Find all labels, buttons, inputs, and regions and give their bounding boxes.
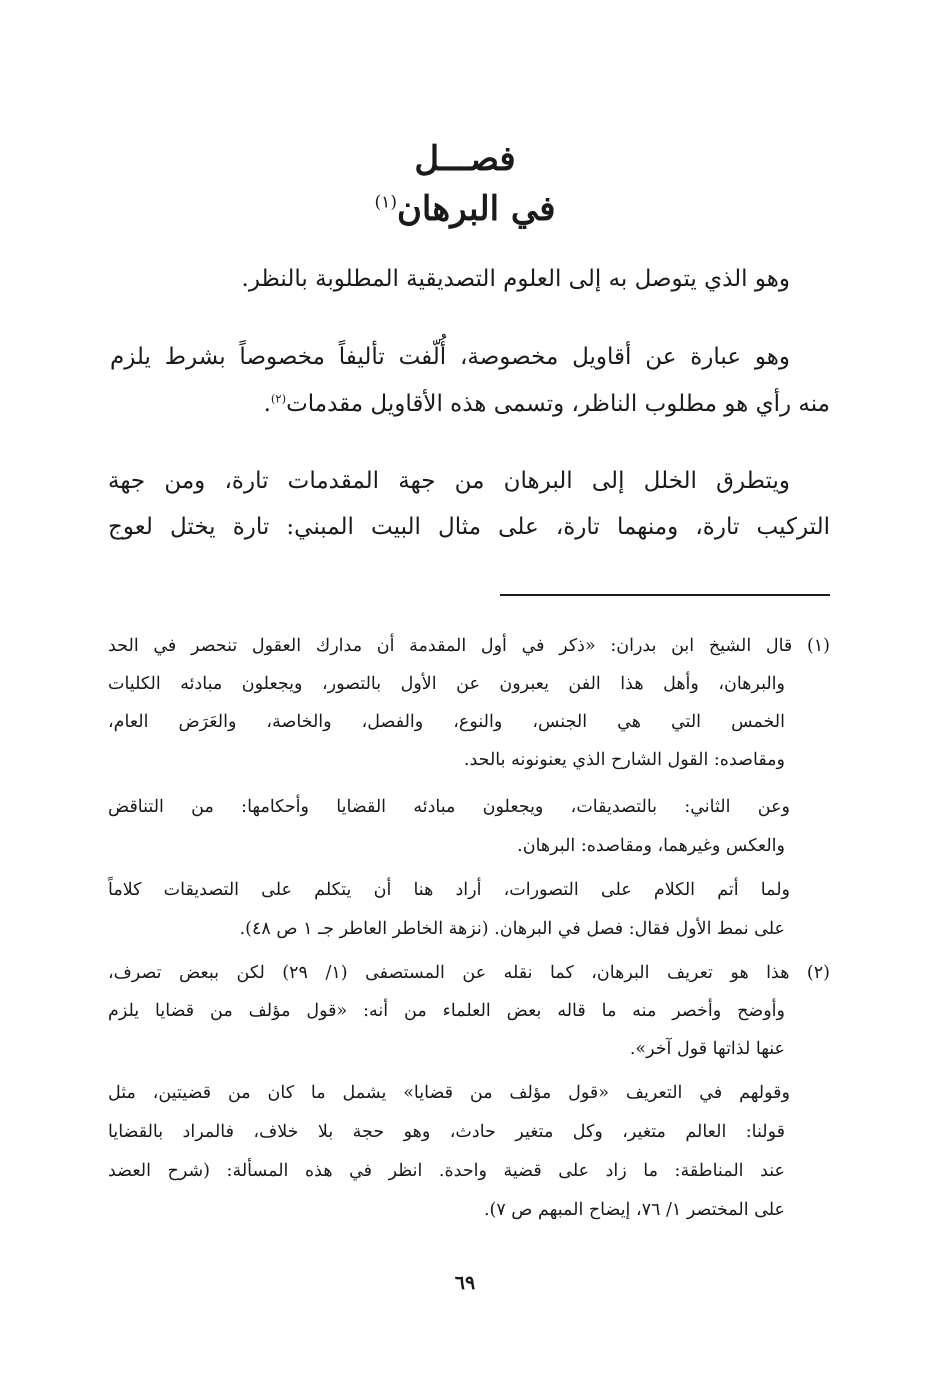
subheading-text: في البرهان bbox=[396, 189, 556, 229]
footnote-ref-1[interactable]: (١) bbox=[374, 192, 397, 213]
paragraph-3-line-2: التركيب تارة، ومنهما تارة، على مثال البيت المبني: تارة يختل لعوج bbox=[108, 514, 830, 540]
footnote-1-line-4: ومقاصده: القول الشارح الذي يعنونونه بالحد. bbox=[463, 750, 785, 770]
footnote-2-line-1: (٢) هذا هو تعريف البرهان، كما نقله عن المستصفى (١/ ٢٩) لكن ببعض تصرف، bbox=[108, 963, 830, 983]
footnote-2-line-6: عند المناطقة: ما زاد على قضية واحدة. انظر في هذه المسألة: (شرح العضد bbox=[108, 1161, 785, 1181]
footnote-1-line-6: والعكس وغيرهما، ومقاصده: البرهان. bbox=[517, 836, 785, 856]
footnote-separator bbox=[500, 594, 830, 596]
footnote-1-line-5: وعن الثاني: بالتصديقات، ويجعلون مبادئه القضايا وأحكامها: من التناقض bbox=[108, 797, 790, 817]
footnote-1-line-1: (١) قال الشيخ ابن بدران: «ذكر في أول المقدمة أن مدارك العقول تنحصر في الحد bbox=[108, 636, 830, 656]
footnote-1-line-8: على نمط الأول فقال: فصل في البرهان. (نزهة الخاطر العاطر جـ ١ ص ٤٨). bbox=[239, 919, 785, 939]
footnote-2-line-5: قولنا: العالم متغير، وكل متغير حادث، وهو حجة بلا خلاف، فالمراد بالقضايا bbox=[108, 1122, 785, 1142]
footnote-1-line-3: الخمس التي هي الجنس، والنوع، والفصل، والخاصة، والعَرَض العام، bbox=[108, 712, 785, 732]
footnote-2-line-7: على المختصر ١/ ٧٦، إيضاح المبهم ص ٧). bbox=[483, 1200, 785, 1220]
footnote-ref-2[interactable]: (٢) bbox=[270, 391, 287, 406]
paragraph-2-line-2 bbox=[108, 391, 830, 419]
footnote-2-line-3: عنها لذاتها قول آخر». bbox=[629, 1039, 785, 1059]
paragraph-2-line-1: وهو عبارة عن أقاويل مخصوصة، أُلّفت تأليفاً مخصوصاً بشرط يلزم bbox=[110, 344, 790, 370]
paragraph-1: وهو الذي يتوصل به إلى العلوم التصديقية المطلوبة بالنظر. bbox=[241, 266, 790, 292]
section-subheading bbox=[0, 189, 930, 229]
footnote-2-line-4: وقولهم في التعريف «قول مؤلف من قضايا» يشمل ما كان من قضيتين، مثل bbox=[108, 1083, 790, 1103]
paragraph-3-line-1: ويتطرق الخلل إلى البرهان من جهة المقدمات تارة، ومن جهة bbox=[108, 468, 790, 494]
paragraph-2-text: منه رأي هو مطلوب الناظر، وتسمى هذه الأقاويل مقدمات bbox=[286, 391, 830, 417]
footnote-2-line-2: وأوضح وأخصر منه ما قاله بعض العلماء من أنه: «قول مؤلف من قضايا يلزم bbox=[108, 1001, 785, 1021]
page-number: ٦٩ bbox=[454, 1272, 476, 1294]
footnote-1-line-2: والبرهان، وأهل هذا الفن يعبرون عن الأول بالتصور، ويجعلون مبادئه الكليات bbox=[108, 674, 785, 694]
section-heading: فصـــل bbox=[414, 139, 516, 179]
footnote-1-line-7: ولما أتم الكلام على التصورات، أراد هنا أن يتكلم على التصديقات كلاماً bbox=[108, 880, 790, 900]
paragraph-2-end: . bbox=[263, 391, 271, 417]
